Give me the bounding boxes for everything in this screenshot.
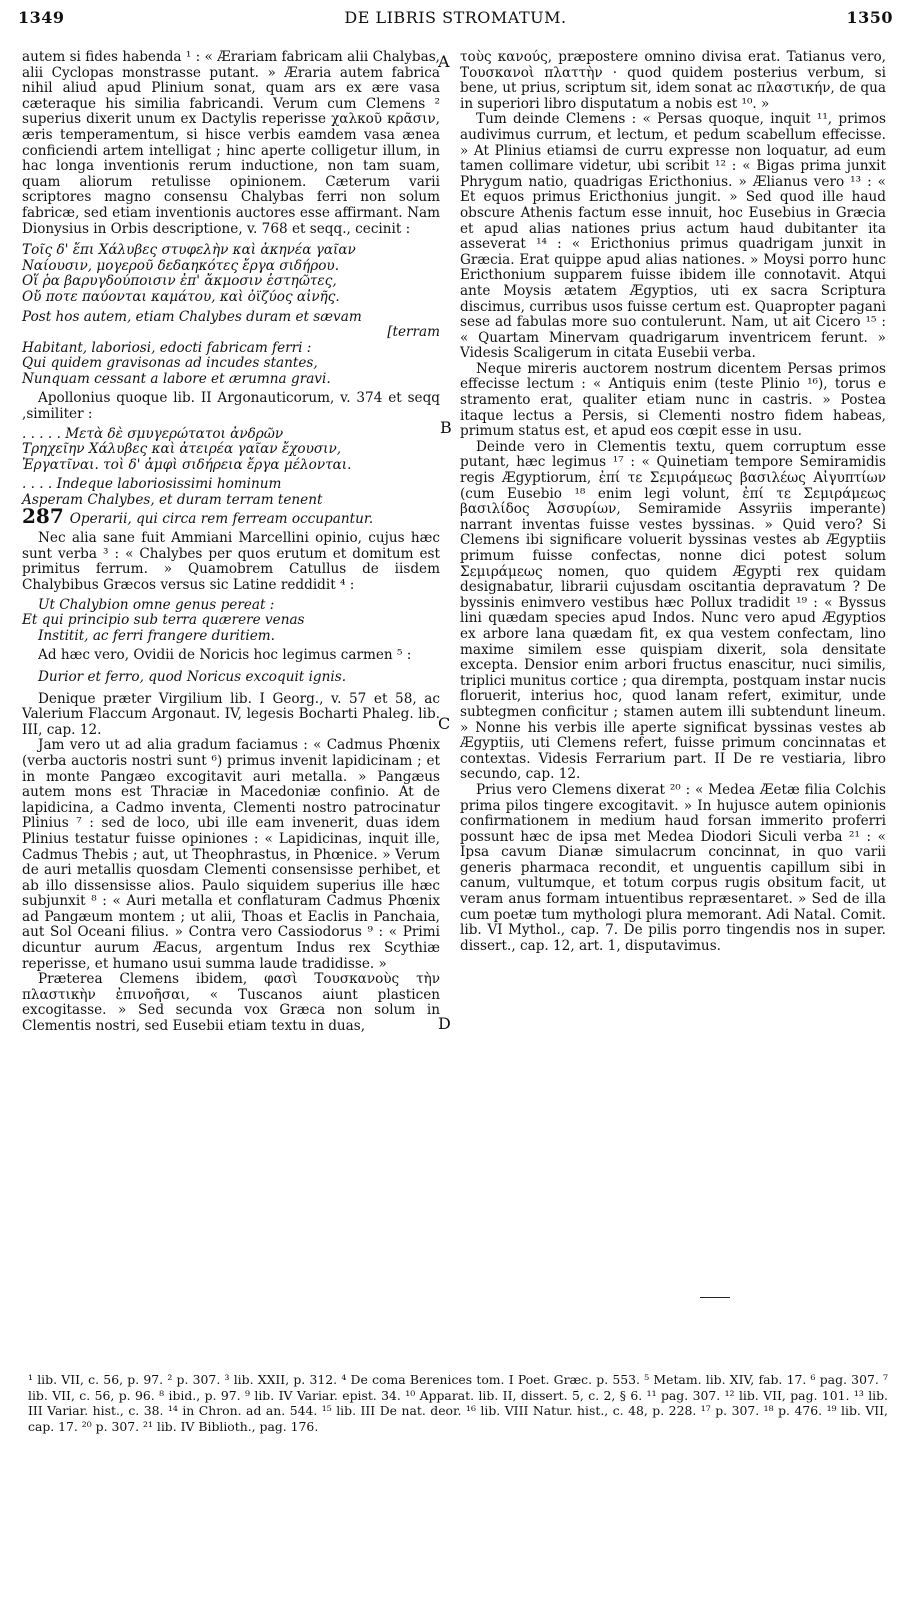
verse-line: Nunquam cessant a labore et ærumna gravi.: [22, 370, 331, 387]
paragraph: autem si fides habenda ¹ : « Ærariam fabricam alii Chalybas, alii Cyclopas monstrasse putant. » Æraria autem fabrica nihil aliud apud Plinium sonat, quam ars ex ære vasa cæteraque his similia fabricandi. Verum cum Clemens ² superius dixerit unum ex Dactylis reperisse χαλκοῦ κρᾶσιν, æris temperamentum, si hisce verbis eamdem vasa ænea conficiendi artem intelligat ; hinc aperte colligetur illum, in hac longa inventionis rerum inductione, non tam suam, quam aliorum retulisse opinionem. Cæterum varii scriptores magno consensu Chalybas ferri non solum fabricæ, sed etiam inventionis auctores esse affirmant. Nam Dionysius in Orbis descriptione, v. 768 et seqq., cecinit :: [22, 49, 440, 237]
paragraph: Neque mireris auctorem nostrum dicentem Persas primos effecisse lectum : « Antiquis enim (teste Plinio ¹⁶), torus e stramento erat, qualiter etiam nunc in castris. » Postea itaque lectus a Persis, si Clementi nostro fidem habeas, primum status est, et apud eos cœpit esse in usu.: [460, 360, 886, 440]
ovid-verse: [22, 670, 440, 686]
verse-line: Οὔ ποτε παύονται καμάτου, καὶ ὀϊζύος αἰνῆς.: [22, 288, 340, 305]
verse-line-continuation: [terram: [387, 324, 440, 341]
paragraph: Prius vero Clemens dixerat ²⁰ : « Medea Æetæ filia Colchis prima pilos tingere excogitavit. » In hujusce autem opinionis confirmationem in medium haud forsan immerito proferri possunt hæc de ipsa met Medea Diodori Siculi verba ²¹ : « Ipsa cavum Dianæ simulacrum concinnat, in quo varii generis pharmaca recondit, et unguentis capillum sibi in canum, vultumque, et totum corpus rugis obsitum facit, ut veram anus formam intuentibus repræsentaret. » Sed de illa cum poetæ tum mythologi plura memorant. Adi Natal. Comit. lib. VI Mythol., cap. 7. De pilis porro tingendis nos in super. dissert., cap. 12, art. 1, disputavimus.: [460, 781, 886, 954]
paragraph: Præterea Clemens ibidem, φασὶ Τουσκανοὺς τὴν πλαστικὴν ἐπινοῆσαι, « Tuscanos aiunt plasticen excogitasse. » Sed secunda vox Græca non solum in Clementis nostri, sed Eusebii etiam textu in duas,: [22, 971, 440, 1035]
verse-line-text: Operarii, qui circa rem ferream occupantur.: [69, 510, 374, 527]
running-header: [18, 8, 893, 32]
verse-line: . . . . . Μετὰ δὲ σμυγερώτατοι ἀνδρῶν: [22, 425, 284, 442]
latin-verse: [22, 598, 440, 645]
page-number-left: 1349: [18, 8, 65, 27]
verse-line: Ναίουσιν, μογεροῦ δεδαηκότες ἔργα σιδήρου.: [22, 257, 340, 274]
latin-verse: [22, 477, 440, 527]
verse-line: . . . . Indeque laboriosissimi hominum: [22, 476, 282, 493]
verse-line: Τοῖς δ' ἔπι Χάλυβες στυφελὴν καὶ ἀκηνέα γαῖαν: [22, 242, 356, 259]
paragraph: Nec alia sane fuit Ammiani Marcellini opinio, cujus hæc sunt verba ³ : « Chalybes per quos erutum et domitum est primitus ferrum. » Quamobrem Catullus de iisdem Chalybibus Græcos versus sic Latine reddidit ⁴ :: [22, 530, 440, 593]
right-column: [460, 50, 886, 954]
column-number: 287: [22, 503, 64, 528]
margin-letter-b: B: [440, 418, 452, 437]
footnote-divider: [700, 1297, 730, 1298]
paragraph: Apollonius quoque lib. II Argonauticorum, v. 374 et seqq ,similiter :: [22, 390, 440, 423]
paragraph: τοὺς κανούς, præpostere omnino divisa erat. Tatianus vero, Τουσκανοὶ πλαττὴν · quod quidem posterius verbum, si bene, ut prius, scriptum sit, idem sonat ac πλαστικήν, de qua in superiori libro disputatum a nobis est ¹⁰. »: [460, 49, 886, 112]
verse-line: Οἵ ῥα βαρυγδούποισιν ἐπ' ἄκμοσιν ἑστηῶτες,: [22, 273, 337, 290]
running-title: DE LIBRIS STROMATUM.: [344, 8, 567, 27]
margin-letter-c: C: [438, 714, 451, 733]
paragraph: Ad hæc vero, Ovidii de Noricis hoc legimus carmen ⁵ :: [38, 647, 412, 664]
verse-line: Institit, ac ferri frangere duritiem.: [38, 627, 275, 644]
verse-line: Τρηχεῖην Χάλυβες καὶ ἀτειρέα γαῖαν ἔχουσιν,: [22, 441, 342, 458]
paragraph: Tum deinde Clemens : « Persas quoque, inquit ¹¹, primos audivimus currum, et lectum, et pedum scabellum effecisse. » At Plinius etiamsi de curru expresse non loquatur, ad eum tamen collimare videtur, ubi scribit ¹² : « Bigas prima junxit Phrygum natio, quadrigas Ericthonius. » Ælianus vero ¹³ : « Et equos primus Ericthonius jungit. » Sed quod ille haud obscure Athenis factum esse innuit, hoc Eusebius in Græcia et apud alias nationes prius actum haud dubitanter ita asseverat ¹⁴ : « Ericthonius primus quadrigam junxit in Græcia. Erat quippe apud alias nationes. » Moysi porro hunc Ericthonium supparem fuisse ibidem ille connotavit. Atqui ante Moysis ætatem Ægyptios, uti ex sacra Scriptura discimus, curribus usos fuisse certum est. Quapropter pagani sese ad fabulas more suo contulerunt. Nam, ut ait Cicero ¹⁵ : « Quartam Minervam quadrigarum inventricem ferunt. » Videsis Scaligerum in citata Eusebii verba.: [460, 111, 886, 362]
verse-line: Ut Chalybion omne genus pereat :: [38, 596, 275, 613]
margin-letter-a: A: [438, 52, 450, 71]
greek-verse: [22, 243, 440, 305]
latin-verse: [22, 310, 440, 388]
paragraph: Jam vero ut ad alia gradum faciamus : « Cadmus Phœnix (verba auctoris nostri sunt ⁶) primus invenit lapidicinam ; et in monte Pangæo excogitavit auri metalla. » Pangæus autem mons est Thraciæ in Macedoniæ confinio. At de lapidicina, a Cadmo inventa, Clementi nostro patrocinatur Plinius ⁷ : sed de loco, ubi ille eam invenerit, duas idem Plinius testatur fuisse opiniones : « Lapidicinas, inquit ille, Cadmus Thebis ; aut, ut Theophrastus, in Phœnice. » Verum de auri metallis quosdam Clementi consensisse perhibet, et ab illo dissensisse alios. Paulo siquidem superius ille hæc subjunxit ⁸ : « Auri metalla et conflaturam Cadmus Phœnix ad Pangæum montem ; ut alii, Thoas et Eaclis in Panchaia, aut Sol Oceani filius. » Contra vero Cassiodorus ⁹ : « Primi dicuntur aurum Æacus, argentum Indus rex Scythiæ reperisse, et humano usui summa laude tradidisse. »: [22, 737, 440, 972]
footnotes: ¹ lib. VII, c. 56, p. 97. ² p. 307. ³ lib. XXII, p. 312. ⁴ De coma Berenices tom. I Poet. Græc. p. 553. ⁵ Metam. lib. XIV, fab. 17. ⁶ pag. 307. ⁷ lib. VII, c. 56, p. 96. ⁸ ibid., p. 97. ⁹ lib. IV Variar. epist. 34. ¹⁰ Apparat. lib. II, dissert. 5, c. 2, § 6. ¹¹ pag. 307. ¹² lib. VII, pag. 101. ¹³ lib. III Variar. hist., c. 38. ¹⁴ in Chron. ad an. 544. ¹⁵ lib. III De nat. deor. ¹⁶ lib. VIII Natur. hist., c. 48, p. 228. ¹⁷ p. 307. ¹⁸ p. 476. ¹⁹ lib. VII, cap. 17. ²⁰ p. 307. ²¹ lib. IV Biblioth., pag. 176.: [28, 1372, 888, 1434]
verse-line: Et qui principio sub terra quærere venas: [22, 612, 305, 629]
verse-line: [22, 503, 440, 528]
verse-line: Ἐργατῖναι. τοὶ δ' ἀμφὶ σιδήρεια ἔργα μέλονται.: [22, 456, 352, 473]
verse-line: Asperam Chalybes, et duram terram tenent: [22, 492, 323, 509]
page-number-right: 1350: [846, 8, 893, 27]
paragraph: Deinde vero in Clementis textu, quem corruptum esse putant, hæc legimus ¹⁷ : « Quinetiam tempore Semiramidis regis Ægyptiorum, ἐπί τε Σεμιράμεως βασιλέως Αἰγυπτίων (cum Eusebio ¹⁸ enim legi volunt, ἐπί τε Σεμιράμεως βασιλίδος Ἀσσυρίων, Semiramide Assyriis imperante) narrant inventas fuisse vestes byssinas. » Quid vero? Si Clemens ibi significare voluerit byssinas vestes ab Ægyptiis primum fuisse confectas, nonne dici potest solum Σεμιράμεως nomen, quo quidem Ægypti rex quidam designabatur, librarii cujusdam oscitantia depravatum ? De byssinis enimvero vestibus hæc Pollux tradidit ¹⁹ : « Byssus lini quædam species apud Indos. Nunc vero apud Ægyptios ex arbore lana quædam fit, ex qua vestem confectam, lino maxime similem esse quispiam dixerit, sola densitate excepta. Densior enim arbori fructus enascitur, nuci similis, triplici munitus cortice ; qua dirempta, postquam instar nucis floruerit, interius hoc, quod lanam refert, eximitur, unde subtegmen conficitur ; stamen autem illi subtendunt lineum. » Nonne his verbis ille aperte significat byssinas vestes ab Ægyptiis, uti Clemens refert, fuisse primum concinnatas et contextas. Videsis Ferrarium part. II De re vestiaria, libro secundo, cap. 12.: [460, 438, 886, 783]
verse-line: Habitant, laboriosi, edocti fabricam ferri :: [22, 339, 312, 356]
verse-line: Qui quidem gravisonas ad incudes stantes,: [22, 355, 318, 372]
left-column: [22, 50, 440, 1035]
greek-verse: [22, 427, 440, 474]
verse-line: Post hos autem, etiam Chalybes duram et sævam: [22, 308, 362, 325]
verse-line: Durior et ferro, quod Noricus excoquit ignis.: [38, 668, 347, 685]
margin-letter-d: D: [438, 1014, 451, 1033]
paragraph: Denique præter Virgilium lib. I Georg., v. 57 et 58, ac Valerium Flaccum Argonaut. IV, legesis Bocharti Phaleg. lib. III, cap. 12.: [22, 690, 440, 738]
